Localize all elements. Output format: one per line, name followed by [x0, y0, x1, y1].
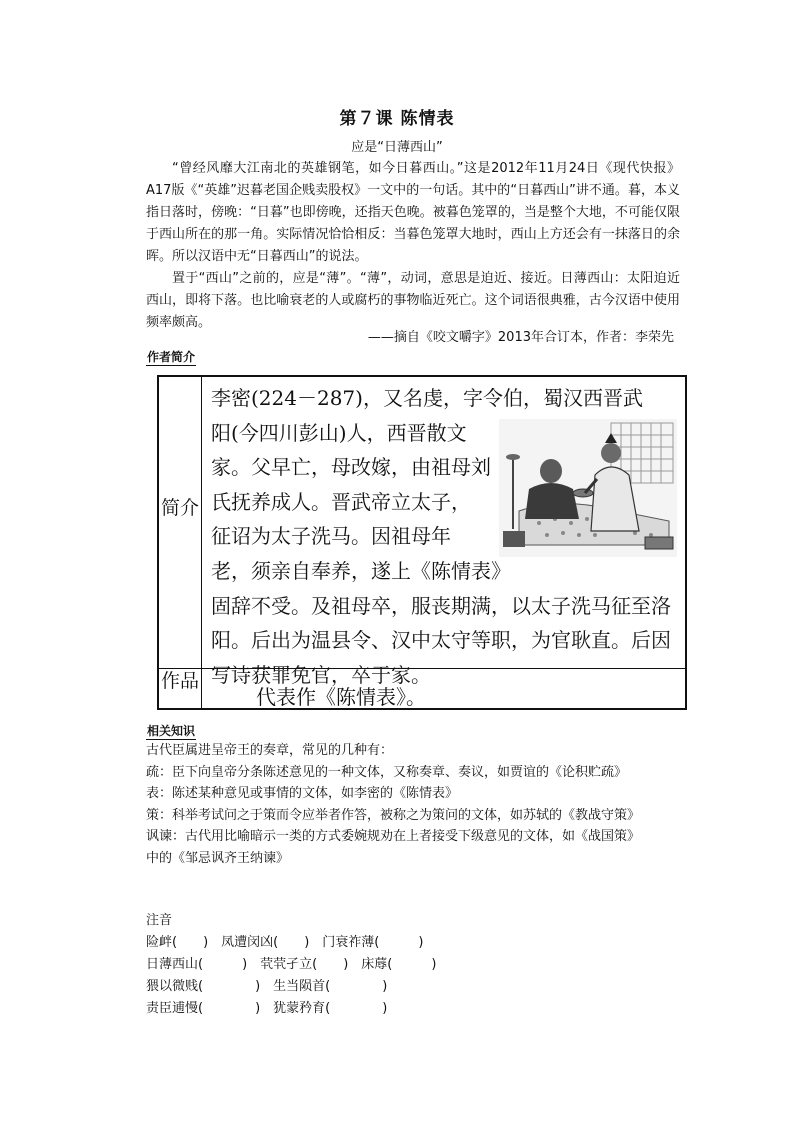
phonetic-row: 日薄西山( ) 茕茕孑立( ) 床蓐( ) — [146, 957, 437, 972]
section-tag-author: 作者简介 — [147, 350, 196, 364]
article-body — [146, 158, 680, 334]
article-paragraph: 置于“西山”之前的，应是“薄”。“薄”，动词，意思是迫近、接近。日薄西山：太阳迫近西山，即将下落。也比喻衰老的人或腐朽的事物临近死亡。这个词语很典雅，古今汉语中使用频率颇高。 — [146, 271, 680, 330]
works-label: 作品 — [160, 670, 199, 692]
intro-label: 简介 — [160, 497, 199, 519]
phonetic-row: 险衅( ) 凤遭闵凶( ) 门衰祚薄( ) — [146, 935, 424, 950]
phonetic-heading: 注音 — [146, 913, 173, 928]
knowledge-line: 疏：臣下向皇帝分条陈述意见的一种文体，又称奏章、奏议，如贾谊的《论积贮疏》 — [146, 764, 628, 780]
works-text: 代表作《陈情表》。 — [256, 685, 426, 709]
article-subtitle: 应是“日薄西山” — [351, 140, 443, 155]
bio-line: 氏抚养成人。晋武帝立太子， — [211, 489, 471, 514]
li-mi-illustration — [499, 419, 677, 557]
bio-line: 固辞不受。及祖母卒，服丧期满，以太子洗马征至洛 — [211, 593, 671, 618]
knowledge-line: 策：科举考试问之于策而令应举者作答，被称之为策问的文体，如苏轼的《教战守策》 — [146, 807, 641, 823]
article-paragraph: “曾经风靡大江南北的英雄钢笔，如今日暮西山。”这是2012年11月24日《现代快报》A17版《“英雄”迟暮老国企贱卖股权》一文中的一句话。其中的“日暮西山”讲不通。暮，本义指日落时，傍晚：“日暮”也即傍晚，还指天色晚。被暮色笼罩的，当是整个大地，不可能仅限于西山所在的那一角。实际情况恰恰相反：当暮色笼罩大地时，西山上方还会有一抹落日的余晖。所以汉语中无“日暮西山”的说法。 — [146, 161, 680, 264]
knowledge-line: 表：陈述某种意见或事情的文体，如李密的《陈情表》 — [146, 786, 459, 802]
knowledge-line: 讽谏：古代用比喻暗示一类的方式委婉规劝在上者接受下级意见的文体，如《战国策》 — [146, 829, 641, 845]
bio-line: 李密(224－287)，又名虔，字令伯，蜀汉西晋武 — [211, 386, 643, 410]
bio-line: 老，须亲自奉养，遂上《陈情表》 — [211, 558, 511, 583]
bio-line: 阳(今四川彭山)人，西晋散文 — [211, 420, 467, 445]
knowledge-line: 古代臣属进呈帝王的奏章，常见的几种有： — [146, 743, 394, 758]
article-source: ——摘自《咬文嚼字》2013年合订本，作者：李荣先 — [367, 330, 674, 345]
phonetic-exercise — [146, 910, 436, 1020]
phonetic-row: 猥以微贱( ) 生当陨首( ) — [146, 979, 388, 994]
knowledge-line: 中的《邹忌讽齐王纳谏》 — [146, 850, 290, 866]
author-intro-table — [157, 375, 687, 710]
section-tag-knowledge: 相关知识 — [147, 724, 196, 738]
related-knowledge — [146, 740, 694, 870]
table-column-divider — [201, 377, 202, 708]
bio-line: 征诏为太子洗马。因祖母年 — [211, 524, 451, 549]
lesson-title: 第７课 陈情表 — [339, 109, 455, 129]
phonetic-row: 责臣逋慢( ) 犹蒙矜育( ) — [146, 1001, 388, 1016]
bio-line: 阳。后出为温县令、汉中太守等职，为官耿直。后因 — [211, 628, 671, 653]
bio-line: 写诗获罪免官，卒于家。 — [211, 662, 431, 687]
bio-line: 家。父早亡，母改嫁，由祖母刘 — [211, 455, 491, 480]
